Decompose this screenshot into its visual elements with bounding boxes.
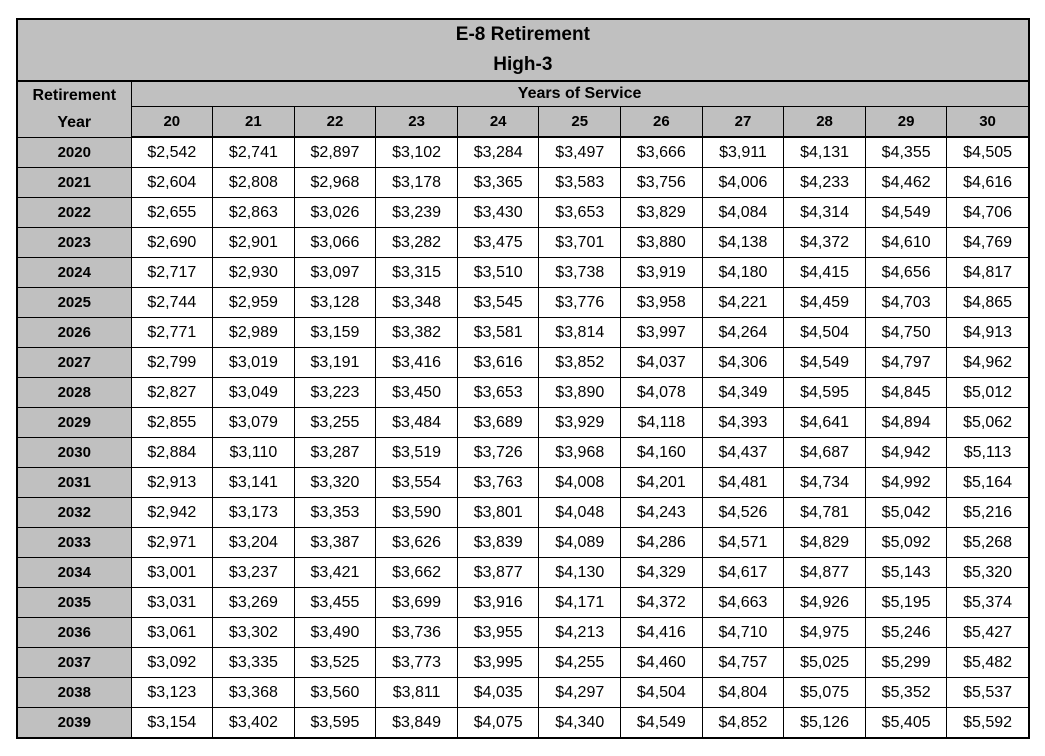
table-row — [17, 648, 1029, 678]
pay-value-cell: $3,890 — [539, 378, 621, 408]
pay-value-cell: $3,811 — [376, 678, 458, 708]
pay-value-cell: $3,031 — [131, 588, 213, 618]
pay-value-cell: $4,877 — [784, 558, 866, 588]
pay-value-cell: $3,348 — [376, 288, 458, 318]
years-column-header: 24 — [457, 107, 539, 138]
pay-value-cell: $4,942 — [865, 438, 947, 468]
pay-value-cell: $3,653 — [457, 378, 539, 408]
pay-value-cell: $5,405 — [865, 708, 947, 739]
years-column-header: 26 — [621, 107, 703, 138]
pay-value-cell: $2,808 — [213, 168, 295, 198]
pay-value-cell: $3,387 — [294, 528, 376, 558]
pay-value-cell: $4,462 — [865, 168, 947, 198]
years-column-header: 22 — [294, 107, 376, 138]
table-body — [17, 137, 1029, 738]
pay-value-cell: $2,744 — [131, 288, 213, 318]
pay-value-cell: $4,118 — [621, 408, 703, 438]
pay-value-cell: $3,626 — [376, 528, 458, 558]
retirement-year-cell: 2028 — [17, 378, 131, 408]
pay-value-cell: $3,958 — [621, 288, 703, 318]
pay-value-cell: $3,756 — [621, 168, 703, 198]
pay-value-cell: $4,504 — [784, 318, 866, 348]
table-row — [17, 348, 1029, 378]
title-line-1: E-8 Retirement — [455, 24, 590, 45]
pay-value-cell: $2,968 — [294, 168, 376, 198]
pay-value-cell: $2,971 — [131, 528, 213, 558]
pay-value-cell: $4,372 — [784, 228, 866, 258]
pay-value-cell: $3,475 — [457, 228, 539, 258]
retirement-year-header-line-2: Year — [57, 114, 92, 132]
retirement-year-cell: 2032 — [17, 498, 131, 528]
table-row — [17, 258, 1029, 288]
pay-value-cell: $5,537 — [947, 678, 1029, 708]
pay-value-cell: $5,075 — [784, 678, 866, 708]
table-row — [17, 618, 1029, 648]
table-row — [17, 588, 1029, 618]
pay-value-cell: $3,159 — [294, 318, 376, 348]
pay-value-cell: $3,154 — [131, 708, 213, 739]
pay-value-cell: $3,490 — [294, 618, 376, 648]
pay-value-cell: $4,610 — [865, 228, 947, 258]
pay-value-cell: $3,255 — [294, 408, 376, 438]
retirement-year-cell: 2034 — [17, 558, 131, 588]
pay-value-cell: $4,894 — [865, 408, 947, 438]
years-column-header: 29 — [865, 107, 947, 138]
pay-value-cell: $5,042 — [865, 498, 947, 528]
pay-value-cell: $3,525 — [294, 648, 376, 678]
pay-value-cell: $4,286 — [621, 528, 703, 558]
retirement-year-cell: 2037 — [17, 648, 131, 678]
pay-value-cell: $3,689 — [457, 408, 539, 438]
pay-value-cell: $3,191 — [294, 348, 376, 378]
pay-value-cell: $3,368 — [213, 678, 295, 708]
pay-value-cell: $3,814 — [539, 318, 621, 348]
pay-value-cell: $3,110 — [213, 438, 295, 468]
table-row — [17, 228, 1029, 258]
pay-value-cell: $5,164 — [947, 468, 1029, 498]
pay-value-cell: $4,962 — [947, 348, 1029, 378]
pay-value-cell: $3,581 — [457, 318, 539, 348]
pay-value-cell: $3,079 — [213, 408, 295, 438]
pay-value-cell: $3,519 — [376, 438, 458, 468]
pay-value-cell: $2,913 — [131, 468, 213, 498]
pay-value-cell: $4,264 — [702, 318, 784, 348]
pay-value-cell: $3,699 — [376, 588, 458, 618]
pay-value-cell: $3,616 — [457, 348, 539, 378]
table-row — [17, 498, 1029, 528]
pay-value-cell: $4,817 — [947, 258, 1029, 288]
pay-value-cell: $4,415 — [784, 258, 866, 288]
pay-value-cell: $2,717 — [131, 258, 213, 288]
pay-value-cell: $3,282 — [376, 228, 458, 258]
pay-value-cell: $2,959 — [213, 288, 295, 318]
pay-value-cell: $3,365 — [457, 168, 539, 198]
pay-value-cell: $3,239 — [376, 198, 458, 228]
retirement-year-cell: 2036 — [17, 618, 131, 648]
pay-value-cell: $4,008 — [539, 468, 621, 498]
pay-value-cell: $4,804 — [702, 678, 784, 708]
pay-value-cell: $4,595 — [784, 378, 866, 408]
pay-value-cell: $4,340 — [539, 708, 621, 739]
pay-value-cell: $4,641 — [784, 408, 866, 438]
pay-value-cell: $4,416 — [621, 618, 703, 648]
retirement-year-cell: 2027 — [17, 348, 131, 378]
pay-value-cell: $5,374 — [947, 588, 1029, 618]
pay-value-cell: $4,845 — [865, 378, 947, 408]
pay-value-cell: $4,663 — [702, 588, 784, 618]
pay-value-cell: $4,372 — [621, 588, 703, 618]
title-line-2: High-3 — [493, 54, 553, 75]
pay-value-cell: $4,571 — [702, 528, 784, 558]
pay-value-cell: $3,382 — [376, 318, 458, 348]
pay-value-cell: $3,701 — [539, 228, 621, 258]
pay-value-cell: $3,590 — [376, 498, 458, 528]
pay-value-cell: $3,001 — [131, 558, 213, 588]
pay-value-cell: $4,306 — [702, 348, 784, 378]
pay-value-cell: $3,287 — [294, 438, 376, 468]
table-row — [17, 468, 1029, 498]
pay-value-cell: $3,066 — [294, 228, 376, 258]
pay-value-cell: $2,897 — [294, 137, 376, 168]
pay-value-cell: $5,427 — [947, 618, 1029, 648]
pay-value-cell: $5,268 — [947, 528, 1029, 558]
pay-value-cell: $4,035 — [457, 678, 539, 708]
pay-value-cell: $4,769 — [947, 228, 1029, 258]
pay-value-cell: $5,012 — [947, 378, 1029, 408]
pay-value-cell: $3,968 — [539, 438, 621, 468]
pay-value-cell: $2,884 — [131, 438, 213, 468]
pay-value-cell: $3,173 — [213, 498, 295, 528]
pay-value-cell: $2,989 — [213, 318, 295, 348]
group-header-row — [17, 81, 1029, 107]
pay-value-cell: $3,763 — [457, 468, 539, 498]
pay-value-cell: $4,006 — [702, 168, 784, 198]
pay-value-cell: $4,992 — [865, 468, 947, 498]
table-title — [17, 19, 1029, 81]
pay-value-cell: $2,542 — [131, 137, 213, 168]
title-row — [17, 19, 1029, 81]
table-row — [17, 558, 1029, 588]
pay-value-cell: $3,849 — [376, 708, 458, 739]
pay-value-cell: $4,975 — [784, 618, 866, 648]
pay-value-cell: $4,504 — [621, 678, 703, 708]
pay-value-cell: $3,829 — [621, 198, 703, 228]
pay-value-cell: $3,421 — [294, 558, 376, 588]
pay-value-cell: $4,131 — [784, 137, 866, 168]
pay-value-cell: $3,595 — [294, 708, 376, 739]
pay-value-cell: $4,617 — [702, 558, 784, 588]
pay-value-cell: $4,757 — [702, 648, 784, 678]
pay-value-cell: $3,666 — [621, 137, 703, 168]
pay-value-cell: $3,726 — [457, 438, 539, 468]
pay-value-cell: $2,799 — [131, 348, 213, 378]
pay-value-cell: $3,402 — [213, 708, 295, 739]
pay-value-cell: $2,604 — [131, 168, 213, 198]
years-of-service-header: Years of Service — [131, 81, 1029, 107]
pay-value-cell: $3,880 — [621, 228, 703, 258]
pay-value-cell: $4,526 — [702, 498, 784, 528]
pay-value-cell: $2,930 — [213, 258, 295, 288]
pay-value-cell: $5,299 — [865, 648, 947, 678]
pay-value-cell: $4,355 — [865, 137, 947, 168]
pay-value-cell: $3,269 — [213, 588, 295, 618]
pay-value-cell: $4,829 — [784, 528, 866, 558]
retirement-year-cell: 2020 — [17, 137, 131, 168]
retirement-year-cell: 2029 — [17, 408, 131, 438]
pay-value-cell: $4,460 — [621, 648, 703, 678]
pay-value-cell: $4,703 — [865, 288, 947, 318]
pay-value-cell: $4,459 — [784, 288, 866, 318]
pay-value-cell: $4,089 — [539, 528, 621, 558]
pay-value-cell: $4,084 — [702, 198, 784, 228]
pay-value-cell: $3,097 — [294, 258, 376, 288]
pay-value-cell: $3,430 — [457, 198, 539, 228]
pay-value-cell: $2,741 — [213, 137, 295, 168]
table-row — [17, 528, 1029, 558]
pay-value-cell: $4,706 — [947, 198, 1029, 228]
pay-value-cell: $4,687 — [784, 438, 866, 468]
pay-value-cell: $4,549 — [621, 708, 703, 739]
pay-value-cell: $5,592 — [947, 708, 1029, 739]
pay-value-cell: $4,437 — [702, 438, 784, 468]
pay-value-cell: $3,738 — [539, 258, 621, 288]
pay-value-cell: $3,455 — [294, 588, 376, 618]
pay-value-cell: $4,734 — [784, 468, 866, 498]
pay-value-cell: $4,201 — [621, 468, 703, 498]
pay-value-cell: $4,180 — [702, 258, 784, 288]
pay-value-cell: $3,416 — [376, 348, 458, 378]
pay-value-cell: $3,061 — [131, 618, 213, 648]
pay-value-cell: $3,178 — [376, 168, 458, 198]
pay-value-cell: $3,026 — [294, 198, 376, 228]
years-column-header: 28 — [784, 107, 866, 138]
pay-value-cell: $4,926 — [784, 588, 866, 618]
retirement-year-cell: 2022 — [17, 198, 131, 228]
retirement-table-container — [16, 18, 1030, 739]
pay-value-cell: $3,204 — [213, 528, 295, 558]
pay-value-cell: $5,143 — [865, 558, 947, 588]
pay-value-cell: $3,049 — [213, 378, 295, 408]
pay-value-cell: $3,955 — [457, 618, 539, 648]
pay-value-cell: $3,560 — [294, 678, 376, 708]
pay-value-cell: $4,160 — [621, 438, 703, 468]
pay-value-cell: $4,075 — [457, 708, 539, 739]
table-row — [17, 137, 1029, 168]
pay-value-cell: $4,314 — [784, 198, 866, 228]
pay-value-cell: $3,128 — [294, 288, 376, 318]
pay-value-cell: $5,126 — [784, 708, 866, 739]
pay-value-cell: $5,320 — [947, 558, 1029, 588]
years-column-header: 23 — [376, 107, 458, 138]
years-header-row — [17, 107, 1029, 138]
pay-value-cell: $4,750 — [865, 318, 947, 348]
pay-value-cell: $4,797 — [865, 348, 947, 378]
table-row — [17, 168, 1029, 198]
pay-value-cell: $4,037 — [621, 348, 703, 378]
years-column-header: 27 — [702, 107, 784, 138]
retirement-year-cell: 2030 — [17, 438, 131, 468]
pay-value-cell: $3,877 — [457, 558, 539, 588]
pay-value-cell: $3,653 — [539, 198, 621, 228]
pay-value-cell: $4,233 — [784, 168, 866, 198]
pay-value-cell: $4,138 — [702, 228, 784, 258]
retirement-year-cell: 2031 — [17, 468, 131, 498]
pay-value-cell: $3,773 — [376, 648, 458, 678]
pay-value-cell: $3,510 — [457, 258, 539, 288]
table-row — [17, 318, 1029, 348]
pay-value-cell: $3,320 — [294, 468, 376, 498]
table-row — [17, 378, 1029, 408]
pay-value-cell: $3,916 — [457, 588, 539, 618]
pay-value-cell: $2,771 — [131, 318, 213, 348]
retirement-year-header — [17, 81, 131, 137]
pay-value-cell: $3,497 — [539, 137, 621, 168]
pay-value-cell: $3,019 — [213, 348, 295, 378]
pay-value-cell: $4,221 — [702, 288, 784, 318]
pay-value-cell: $3,353 — [294, 498, 376, 528]
pay-value-cell: $4,243 — [621, 498, 703, 528]
pay-value-cell: $3,092 — [131, 648, 213, 678]
table-row — [17, 708, 1029, 739]
pay-value-cell: $3,662 — [376, 558, 458, 588]
years-column-header: 20 — [131, 107, 213, 138]
pay-value-cell: $5,092 — [865, 528, 947, 558]
table-row — [17, 198, 1029, 228]
retirement-year-cell: 2035 — [17, 588, 131, 618]
pay-value-cell: $4,048 — [539, 498, 621, 528]
retirement-year-cell: 2025 — [17, 288, 131, 318]
pay-value-cell: $3,545 — [457, 288, 539, 318]
table-row — [17, 408, 1029, 438]
retirement-year-cell: 2023 — [17, 228, 131, 258]
pay-value-cell: $3,801 — [457, 498, 539, 528]
pay-value-cell: $4,213 — [539, 618, 621, 648]
pay-value-cell: $3,997 — [621, 318, 703, 348]
pay-value-cell: $3,776 — [539, 288, 621, 318]
pay-value-cell: $4,505 — [947, 137, 1029, 168]
pay-value-cell: $2,901 — [213, 228, 295, 258]
pay-value-cell: $5,062 — [947, 408, 1029, 438]
pay-value-cell: $3,123 — [131, 678, 213, 708]
retirement-year-cell: 2021 — [17, 168, 131, 198]
pay-value-cell: $4,549 — [865, 198, 947, 228]
retirement-year-cell: 2033 — [17, 528, 131, 558]
pay-value-cell: $3,911 — [702, 137, 784, 168]
pay-value-cell: $4,865 — [947, 288, 1029, 318]
pay-value-cell: $3,852 — [539, 348, 621, 378]
pay-value-cell: $4,329 — [621, 558, 703, 588]
pay-value-cell: $4,255 — [539, 648, 621, 678]
years-column-header: 21 — [213, 107, 295, 138]
pay-value-cell: $3,484 — [376, 408, 458, 438]
pay-value-cell: $4,078 — [621, 378, 703, 408]
pay-value-cell: $5,025 — [784, 648, 866, 678]
pay-value-cell: $4,130 — [539, 558, 621, 588]
pay-value-cell: $3,141 — [213, 468, 295, 498]
pay-value-cell: $3,223 — [294, 378, 376, 408]
pay-value-cell: $3,919 — [621, 258, 703, 288]
pay-value-cell: $4,171 — [539, 588, 621, 618]
pay-value-cell: $3,237 — [213, 558, 295, 588]
pay-value-cell: $3,929 — [539, 408, 621, 438]
pay-value-cell: $4,852 — [702, 708, 784, 739]
pay-value-cell: $4,781 — [784, 498, 866, 528]
pay-value-cell: $2,855 — [131, 408, 213, 438]
table-row — [17, 288, 1029, 318]
retirement-year-header-line-1: Retirement — [32, 87, 117, 105]
pay-value-cell: $5,216 — [947, 498, 1029, 528]
pay-value-cell: $4,710 — [702, 618, 784, 648]
pay-value-cell: $2,942 — [131, 498, 213, 528]
pay-value-cell: $3,554 — [376, 468, 458, 498]
pay-value-cell: $5,482 — [947, 648, 1029, 678]
retirement-pay-table — [16, 18, 1030, 739]
pay-value-cell: $4,549 — [784, 348, 866, 378]
pay-value-cell: $3,302 — [213, 618, 295, 648]
pay-value-cell: $3,583 — [539, 168, 621, 198]
pay-value-cell: $2,827 — [131, 378, 213, 408]
pay-value-cell: $4,913 — [947, 318, 1029, 348]
pay-value-cell: $4,656 — [865, 258, 947, 288]
retirement-year-cell: 2024 — [17, 258, 131, 288]
retirement-year-cell: 2038 — [17, 678, 131, 708]
years-column-header: 25 — [539, 107, 621, 138]
pay-value-cell: $4,616 — [947, 168, 1029, 198]
retirement-year-cell: 2026 — [17, 318, 131, 348]
table-row — [17, 438, 1029, 468]
pay-value-cell: $4,393 — [702, 408, 784, 438]
pay-value-cell: $2,863 — [213, 198, 295, 228]
pay-value-cell: $3,102 — [376, 137, 458, 168]
pay-value-cell: $3,736 — [376, 618, 458, 648]
pay-value-cell: $4,349 — [702, 378, 784, 408]
pay-value-cell: $5,246 — [865, 618, 947, 648]
years-column-header: 30 — [947, 107, 1029, 138]
pay-value-cell: $5,195 — [865, 588, 947, 618]
pay-value-cell: $2,655 — [131, 198, 213, 228]
pay-value-cell: $4,297 — [539, 678, 621, 708]
pay-value-cell: $3,284 — [457, 137, 539, 168]
pay-value-cell: $3,450 — [376, 378, 458, 408]
pay-value-cell: $3,315 — [376, 258, 458, 288]
pay-value-cell: $3,335 — [213, 648, 295, 678]
pay-value-cell: $4,481 — [702, 468, 784, 498]
table-row — [17, 678, 1029, 708]
pay-value-cell: $3,995 — [457, 648, 539, 678]
pay-value-cell: $5,113 — [947, 438, 1029, 468]
pay-value-cell: $3,839 — [457, 528, 539, 558]
retirement-year-cell: 2039 — [17, 708, 131, 739]
pay-value-cell: $5,352 — [865, 678, 947, 708]
pay-value-cell: $2,690 — [131, 228, 213, 258]
